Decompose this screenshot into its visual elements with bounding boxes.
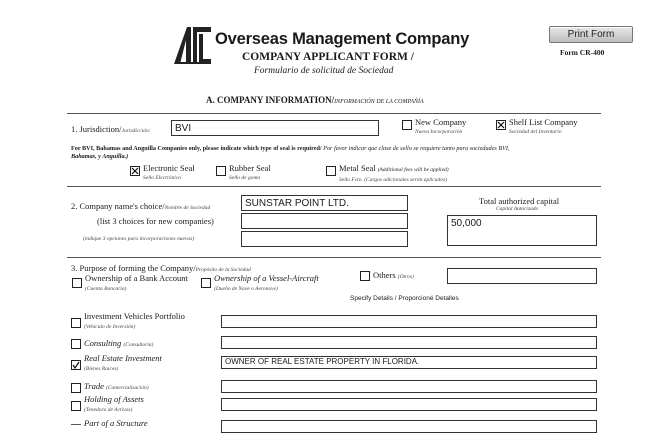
metal-seal-label: Metal Seal (Additional fees will be applied) Sello Fcto. (Cargos adicionales serán aplicados) bbox=[339, 163, 449, 183]
part-of-structure-checkbox[interactable] bbox=[71, 424, 81, 425]
capital-label: Total authorized capital bbox=[479, 196, 560, 206]
specify-details-label: Specify Details / Proporcioné Detalles bbox=[350, 295, 459, 302]
real-estate-label: Real Estate Investment (Bienes Raíces) bbox=[84, 353, 162, 372]
capital-label-es: Capital Autorizado bbox=[496, 206, 539, 212]
name-choice-input-1[interactable]: SUNSTAR POINT LTD. bbox=[241, 195, 408, 211]
real-estate-checkbox[interactable] bbox=[71, 360, 81, 370]
jurisdiction-label: 1. Jurisdiction/Jurisdicción: bbox=[71, 124, 151, 134]
print-form-button[interactable]: Print Form bbox=[549, 26, 633, 43]
divider bbox=[67, 186, 601, 187]
divider bbox=[67, 113, 601, 114]
company-logo bbox=[172, 24, 212, 66]
name-choice-input-2[interactable] bbox=[241, 213, 408, 229]
trade-input[interactable] bbox=[221, 380, 597, 393]
bank-account-checkbox[interactable] bbox=[72, 278, 82, 288]
holding-assets-checkbox[interactable] bbox=[71, 401, 81, 411]
form-code: Form CR-400 bbox=[560, 48, 605, 57]
name-choice-hint-es: (indique 3 opciones para incorporaciones nuevas) bbox=[83, 236, 195, 242]
consulting-input[interactable] bbox=[221, 336, 597, 349]
shelf-company-label: Shelf List Company Sociedad del Inventario bbox=[509, 117, 578, 135]
rubber-seal-label: Rubber Seal Sello de goma bbox=[229, 163, 271, 181]
others-checkbox[interactable] bbox=[360, 271, 370, 281]
capital-input[interactable]: 50,000 bbox=[447, 215, 597, 246]
others-input[interactable] bbox=[447, 268, 597, 284]
trade-checkbox[interactable] bbox=[71, 383, 81, 393]
trade-label: Trade (Comercialización) bbox=[84, 381, 149, 391]
holding-assets-input[interactable] bbox=[221, 398, 597, 411]
seal-note: For BVI, Bahamas and Anguilla Companies only, please indicate which type of seal is required/ Por favor indicar que clase de sello se requiere tanto para sociedades BVI, bbox=[71, 145, 510, 152]
name-choice-hint: (list 3 choices for new companies) bbox=[97, 216, 214, 226]
rubber-seal-checkbox[interactable] bbox=[216, 166, 226, 176]
investment-vehicles-input[interactable] bbox=[221, 315, 597, 328]
form-title-es: Formulario de solicitud de Sociedad bbox=[254, 66, 394, 76]
investment-vehicles-checkbox[interactable] bbox=[71, 318, 81, 328]
new-company-checkbox[interactable] bbox=[402, 120, 412, 130]
name-choice-input-3[interactable] bbox=[241, 231, 408, 247]
seal-note-line2: Bahamas, y Anguilla.) bbox=[71, 153, 129, 160]
real-estate-input[interactable]: OWNER OF REAL ESTATE PROPERTY IN FLORIDA. bbox=[221, 356, 597, 369]
part-of-structure-label: Part of a Structure bbox=[84, 418, 148, 428]
bank-account-label: Ownership of a Bank Account (Cuenta Bancaria) bbox=[85, 273, 188, 292]
consulting-checkbox[interactable] bbox=[71, 339, 81, 349]
metal-seal-checkbox[interactable] bbox=[326, 166, 336, 176]
form-title: COMPANY APPLICANT FORM / bbox=[242, 51, 414, 63]
jurisdiction-input[interactable]: BVI bbox=[171, 120, 379, 136]
others-label: Others (Otros) bbox=[373, 270, 414, 280]
vessel-aircraft-label: Ownership of a Vessel-Aircraft (Dueño de Nave o Aeronave) bbox=[214, 273, 319, 292]
vessel-aircraft-checkbox[interactable] bbox=[201, 278, 211, 288]
holding-assets-label: Holding of Assets (Tenedora de Activos) bbox=[84, 394, 144, 413]
section-title: A. COMPANY INFORMATION/INFORMACIÓN DE LA COMPAÑÍA bbox=[206, 95, 424, 105]
consulting-label: Consulting (Consultoría) bbox=[84, 338, 154, 348]
electronic-seal-checkbox[interactable] bbox=[130, 166, 140, 176]
new-company-label: New Company Nueva Incorporación bbox=[415, 117, 467, 135]
electronic-seal-label: Electronic Seal Sello Electrónico bbox=[143, 163, 195, 181]
shelf-company-checkbox[interactable] bbox=[496, 120, 506, 130]
purpose-label: 3. Purpose of forming the Company/Propósito de la Sociedad bbox=[71, 263, 251, 273]
company-name: Overseas Management Company bbox=[215, 30, 470, 48]
divider bbox=[67, 257, 601, 258]
name-choice-label: 2. Company name's choice/Nombre de Sociedad bbox=[71, 201, 211, 211]
investment-vehicles-label: Investment Vehicles Portfolio (Vehículo de Inversión) bbox=[84, 311, 185, 330]
part-of-structure-input[interactable] bbox=[221, 420, 597, 433]
